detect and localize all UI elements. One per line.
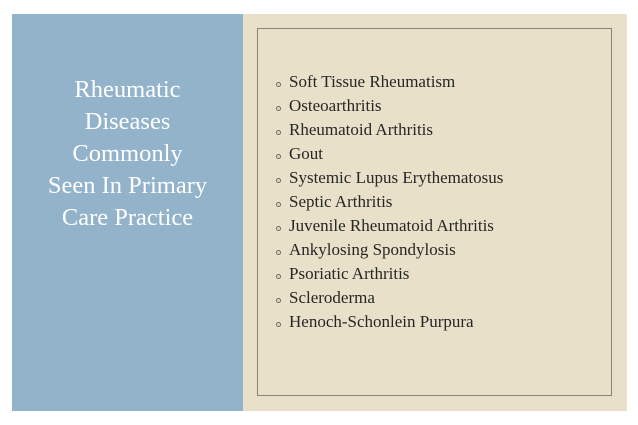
list-item-text: Ankylosing Spondylosis: [289, 240, 456, 259]
list-item-text: Septic Arthritis: [289, 192, 393, 211]
bullet-icon: [276, 154, 281, 159]
list-item: [275, 96, 503, 120]
list-item: [275, 168, 503, 192]
list-item-text: Osteoarthritis: [289, 96, 382, 115]
list-item-text: Soft Tissue Rheumatism: [289, 72, 456, 91]
list-item: [275, 264, 503, 288]
list-item-text: Psoriatic Arthritis: [289, 264, 410, 283]
slide: [12, 14, 627, 411]
list-item-text: Scleroderma: [289, 288, 375, 307]
bullet-icon: [276, 274, 281, 279]
list-item-text: Gout: [289, 144, 323, 163]
list-item-text: Juvenile Rheumatoid Arthritis: [289, 216, 494, 235]
list-item: [275, 288, 503, 312]
list-item-text: Henoch-Schonlein Purpura: [289, 312, 474, 331]
bullet-icon: [276, 82, 281, 87]
bullet-icon: [276, 298, 281, 303]
list-item: [275, 120, 503, 144]
bullet-icon: [276, 130, 281, 135]
list-item: [275, 216, 503, 240]
list-item: [275, 240, 503, 264]
slide-title: Rheumatic Diseases Commonly Seen In Primary Care Practice: [47, 76, 208, 231]
bullet-icon: [276, 322, 281, 327]
content-panel: [243, 14, 627, 411]
list-item: [275, 144, 503, 168]
bullet-icon: [276, 202, 281, 207]
bullet-list: [275, 72, 503, 336]
title-panel: [12, 14, 243, 411]
list-item: [275, 192, 503, 216]
bullet-icon: [276, 178, 281, 183]
list-item-text: Rheumatoid Arthritis: [289, 120, 434, 139]
bullet-icon: [276, 106, 281, 111]
list-item: [275, 72, 503, 96]
list-item-text: Systemic Lupus Erythematosus: [289, 168, 504, 187]
bullet-icon: [276, 226, 281, 231]
bullet-icon: [276, 250, 281, 255]
list-item: [275, 312, 503, 336]
